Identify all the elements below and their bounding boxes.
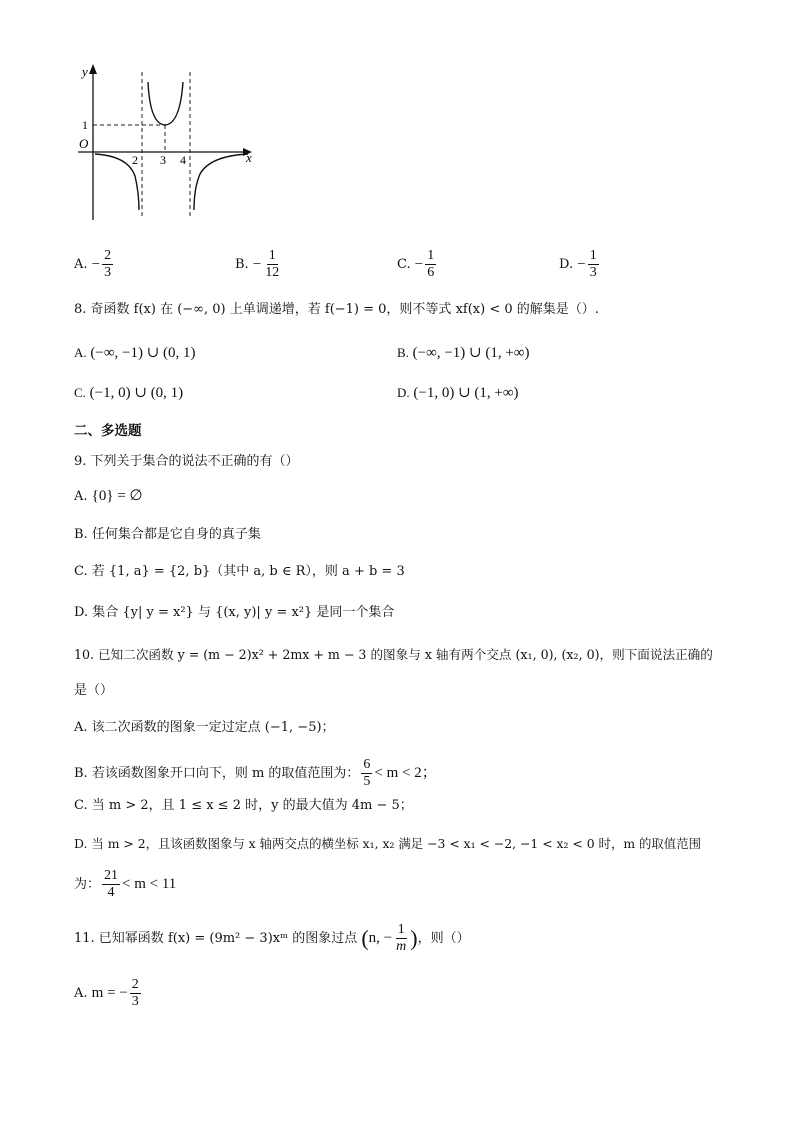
option-letter: A.: [74, 489, 88, 504]
curve-right-branch: [194, 154, 248, 210]
option-letter: A.: [74, 257, 88, 272]
q9-stem: 9. 下列关于集合的说法不正确的有（）: [74, 454, 299, 469]
option-letter: D.: [74, 605, 89, 620]
option-letter: D.: [559, 257, 574, 272]
q8-option-b[interactable]: [397, 343, 530, 363]
fraction: $\frac{6}{5}$: [363, 757, 371, 789]
q11-stem: [74, 922, 470, 955]
q8-option-c[interactable]: [74, 383, 183, 403]
paren-left: (: [361, 925, 369, 951]
option-letter: B.: [235, 257, 249, 272]
option-text: 当 m > 2，且该函数图象与 x 轴两交点的横坐标 x₁, x₂ 满足 −3 < x₁ < −2, −1 < x₂ < 0 时，m 的取值范围: [91, 836, 701, 851]
q8-option-a[interactable]: [74, 343, 196, 363]
option-letter: D.: [74, 836, 88, 851]
y-axis-arrow: [89, 64, 97, 74]
q10-option-c[interactable]: [74, 796, 413, 816]
option-letter: B.: [397, 345, 409, 360]
q7-option-d[interactable]: [559, 248, 601, 281]
y-tick-label: 1: [82, 118, 88, 132]
stem-text: 11. 已知幂函数 f(x) = (9m² − 3)xᵐ 的图象过点: [74, 931, 358, 946]
x-tick-label-4: 4: [180, 153, 186, 167]
option-text: 该二次函数的图象一定过定点 (−1, −5)；: [91, 720, 335, 735]
option-text: 集合 {y| y = x²} 与 {(x, y)| y = x²} 是同一个集合: [92, 605, 395, 620]
q10-option-d-cont: [74, 868, 176, 901]
paren-right: ): [410, 925, 418, 951]
q8-option-d[interactable]: [397, 383, 519, 403]
option-letter: B.: [74, 766, 88, 781]
stem-tail: ，则（）: [417, 931, 470, 946]
fraction: $\frac{2}{3}$: [131, 977, 139, 1009]
origin-label: O: [79, 136, 89, 151]
fraction: $\frac{1}{6}$: [427, 248, 435, 280]
q11-option-a[interactable]: [74, 977, 143, 1010]
option-text: {0} = ∅: [91, 488, 143, 504]
minus-sign: −: [577, 256, 586, 273]
option-letter: C.: [397, 257, 411, 272]
option-text: (−∞, −1) ∪ (0, 1): [90, 345, 196, 361]
option-letter: B.: [74, 527, 88, 542]
option-text: 为：: [74, 877, 101, 892]
section-heading: 二、多选题: [74, 423, 142, 439]
option-letter: A.: [74, 986, 88, 1001]
option-text-tail: < m < 11: [122, 876, 177, 892]
option-letter: C.: [74, 564, 88, 579]
option-letter: A.: [74, 720, 88, 735]
q9-option-d[interactable]: [74, 603, 394, 623]
q7-option-b[interactable]: [235, 248, 283, 281]
option-text: 若该函数图象开口向下，则 m 的取值范围为：: [91, 766, 360, 781]
option-text: 当 m > 2，且 1 ≤ x ≤ 2 时，y 的最大值为 4m − 5；: [91, 798, 413, 813]
q10-option-b[interactable]: [74, 757, 437, 790]
q9-option-b[interactable]: [74, 525, 261, 545]
option-text: (−1, 0) ∪ (0, 1): [89, 385, 184, 401]
option-letter: C.: [74, 798, 88, 813]
minus-sign: −: [414, 256, 424, 273]
option-text: m = −: [91, 985, 128, 1001]
fraction: $\frac{1}{12}$: [265, 248, 280, 280]
q8-stem: 8. 奇函数 f(x) 在 (−∞, 0) 上单调递增，若 f(−1) = 0，则不等式 xf(x) < 0 的解集是（）.: [74, 302, 599, 317]
option-letter: C.: [74, 385, 86, 400]
function-graph: [60, 58, 260, 228]
q7-option-c[interactable]: [397, 248, 438, 281]
y-axis-label: y: [82, 64, 88, 79]
minus-sign: −: [91, 256, 101, 273]
option-text: 若 {1, a} = {2, b}（其中 a, b ∈ R），则 a + b = 3: [91, 564, 405, 579]
q9-option-a[interactable]: [74, 486, 143, 507]
minus-sign: −: [252, 256, 262, 273]
option-letter: A.: [74, 345, 87, 360]
fraction: $\frac{1}{m}$: [396, 922, 407, 954]
x-tick-label-2: 2: [132, 153, 138, 167]
point-text: n, −: [368, 930, 393, 946]
fraction: $\frac{2}{3}$: [104, 248, 112, 280]
q10-stem: 10. 已知二次函数 y = (m − 2)x² + 2mx + m − 3 的图象与 x 轴有两个交点 (x₁, 0), (x₂, 0)，则下面说法正确的: [74, 647, 713, 662]
option-letter: D.: [397, 385, 410, 400]
q9-option-c[interactable]: [74, 562, 405, 582]
q10-option-a[interactable]: [74, 718, 335, 738]
fraction: $\frac{1}{3}$: [589, 248, 597, 280]
x-tick-label-3: 3: [160, 153, 166, 167]
option-text: 任何集合都是它自身的真子集: [91, 527, 261, 542]
q10-stem-cont: 是（）: [74, 683, 114, 698]
q7-option-a[interactable]: [74, 248, 115, 281]
x-axis-label: x: [246, 150, 252, 165]
option-text: (−∞, −1) ∪ (1, +∞): [412, 345, 530, 361]
option-text-tail: < m < 2；: [374, 765, 437, 781]
fraction: $\frac{21}{4}$: [104, 868, 119, 900]
curve-middle-branch: [148, 82, 183, 125]
q10-option-d[interactable]: [74, 834, 701, 854]
option-text: (−1, 0) ∪ (1, +∞): [413, 385, 519, 401]
